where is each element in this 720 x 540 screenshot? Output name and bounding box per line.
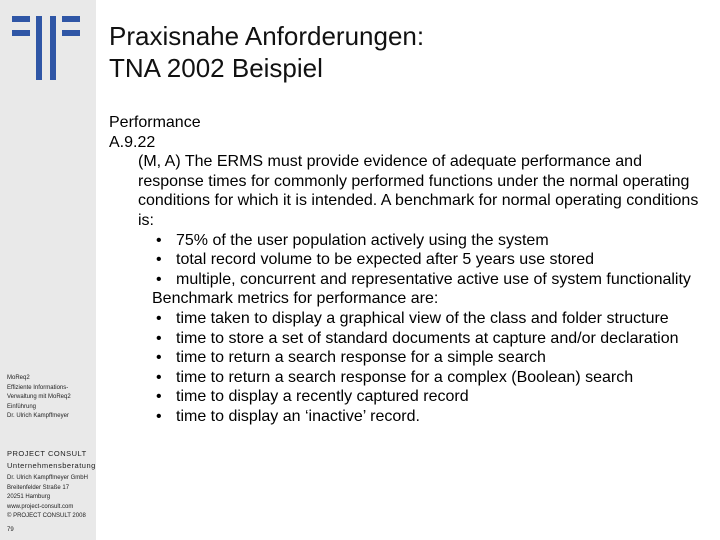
sidebar-company-title: PROJECT CONSULT	[7, 449, 87, 458]
list-item	[152, 309, 709, 329]
sidebar-line: 20251 Hamburg	[7, 494, 51, 501]
metric-text: time to return a search response for a simple search	[176, 349, 546, 367]
sidebar-block1	[7, 374, 71, 422]
sidebar-company-subtitle: Unternehmensberatung	[7, 461, 96, 470]
bullet-icon: •	[156, 309, 162, 327]
metric-text: time to display an ‘inactive’ record.	[176, 407, 420, 425]
bullet-icon: •	[156, 270, 162, 288]
project-consult-logo-icon	[12, 16, 80, 80]
sidebar-line: www.project-consult.com	[7, 503, 74, 510]
metric-text: time taken to display a graphical view of the class and folder structure	[176, 309, 669, 327]
sidebar-line: Verwaltung mit MoReq2	[7, 394, 71, 401]
metric-text: time to store a set of standard documents at capture and/or declaration	[176, 329, 679, 347]
page-number: 79	[7, 527, 14, 533]
requirement-text: (M, A) The ERMS must provide evidence of adequate performance and response times for commonly performed functions under the normal operating conditions for which it is intended. A benchmark for normal operating conditions is:	[138, 153, 699, 229]
sidebar-block2	[7, 474, 88, 522]
sidebar-line: Einführung	[7, 403, 37, 410]
metric-text: time to return a search response for a complex (Boolean) search	[176, 368, 634, 386]
page-title	[109, 20, 424, 84]
list-item	[152, 231, 709, 251]
sidebar-line: Dr. Ulrich Kampffmeyer	[7, 413, 69, 420]
title-line-2: TNA 2002 Beispiel	[109, 53, 323, 83]
sidebar-line: Effiziente Informations-	[7, 384, 69, 391]
bullet-icon: •	[156, 329, 162, 347]
bullet-icon: •	[156, 388, 162, 406]
section-heading: Performance	[109, 114, 201, 131]
sidebar-line: Breitenfelder Straße 17	[7, 484, 70, 491]
title-line-1: Praxisnahe Anforderungen:	[109, 21, 425, 51]
sidebar	[0, 0, 96, 540]
list-item	[152, 407, 709, 427]
condition-text: multiple, concurrent and representative active use of system functionality	[176, 270, 691, 288]
bullet-icon: •	[156, 251, 162, 269]
sidebar-line: MoReq2	[7, 375, 30, 381]
sidebar-line: Dr. Ulrich Kampffmeyer GmbH	[7, 475, 88, 481]
list-item	[152, 368, 709, 388]
sidebar-line: © PROJECT CONSULT 2008	[7, 513, 86, 520]
requirement-ref: A.9.22	[109, 133, 156, 151]
metric-text: time to display a recently captured record	[176, 388, 469, 406]
list-item	[152, 387, 709, 407]
list-item	[152, 329, 709, 349]
bullet-icon: •	[156, 368, 162, 386]
list-item	[152, 270, 709, 290]
list-item	[152, 348, 709, 368]
metrics-intro: Benchmark metrics for performance are:	[152, 290, 439, 308]
slide-body	[109, 113, 709, 427]
bullet-icon: •	[156, 231, 162, 249]
list-item	[152, 250, 709, 270]
condition-text: total record volume to be expected after 5 years use stored	[176, 251, 595, 269]
bullet-icon: •	[156, 349, 162, 367]
condition-text: 75% of the user population actively using the system	[176, 231, 549, 249]
bullet-icon: •	[156, 407, 162, 425]
